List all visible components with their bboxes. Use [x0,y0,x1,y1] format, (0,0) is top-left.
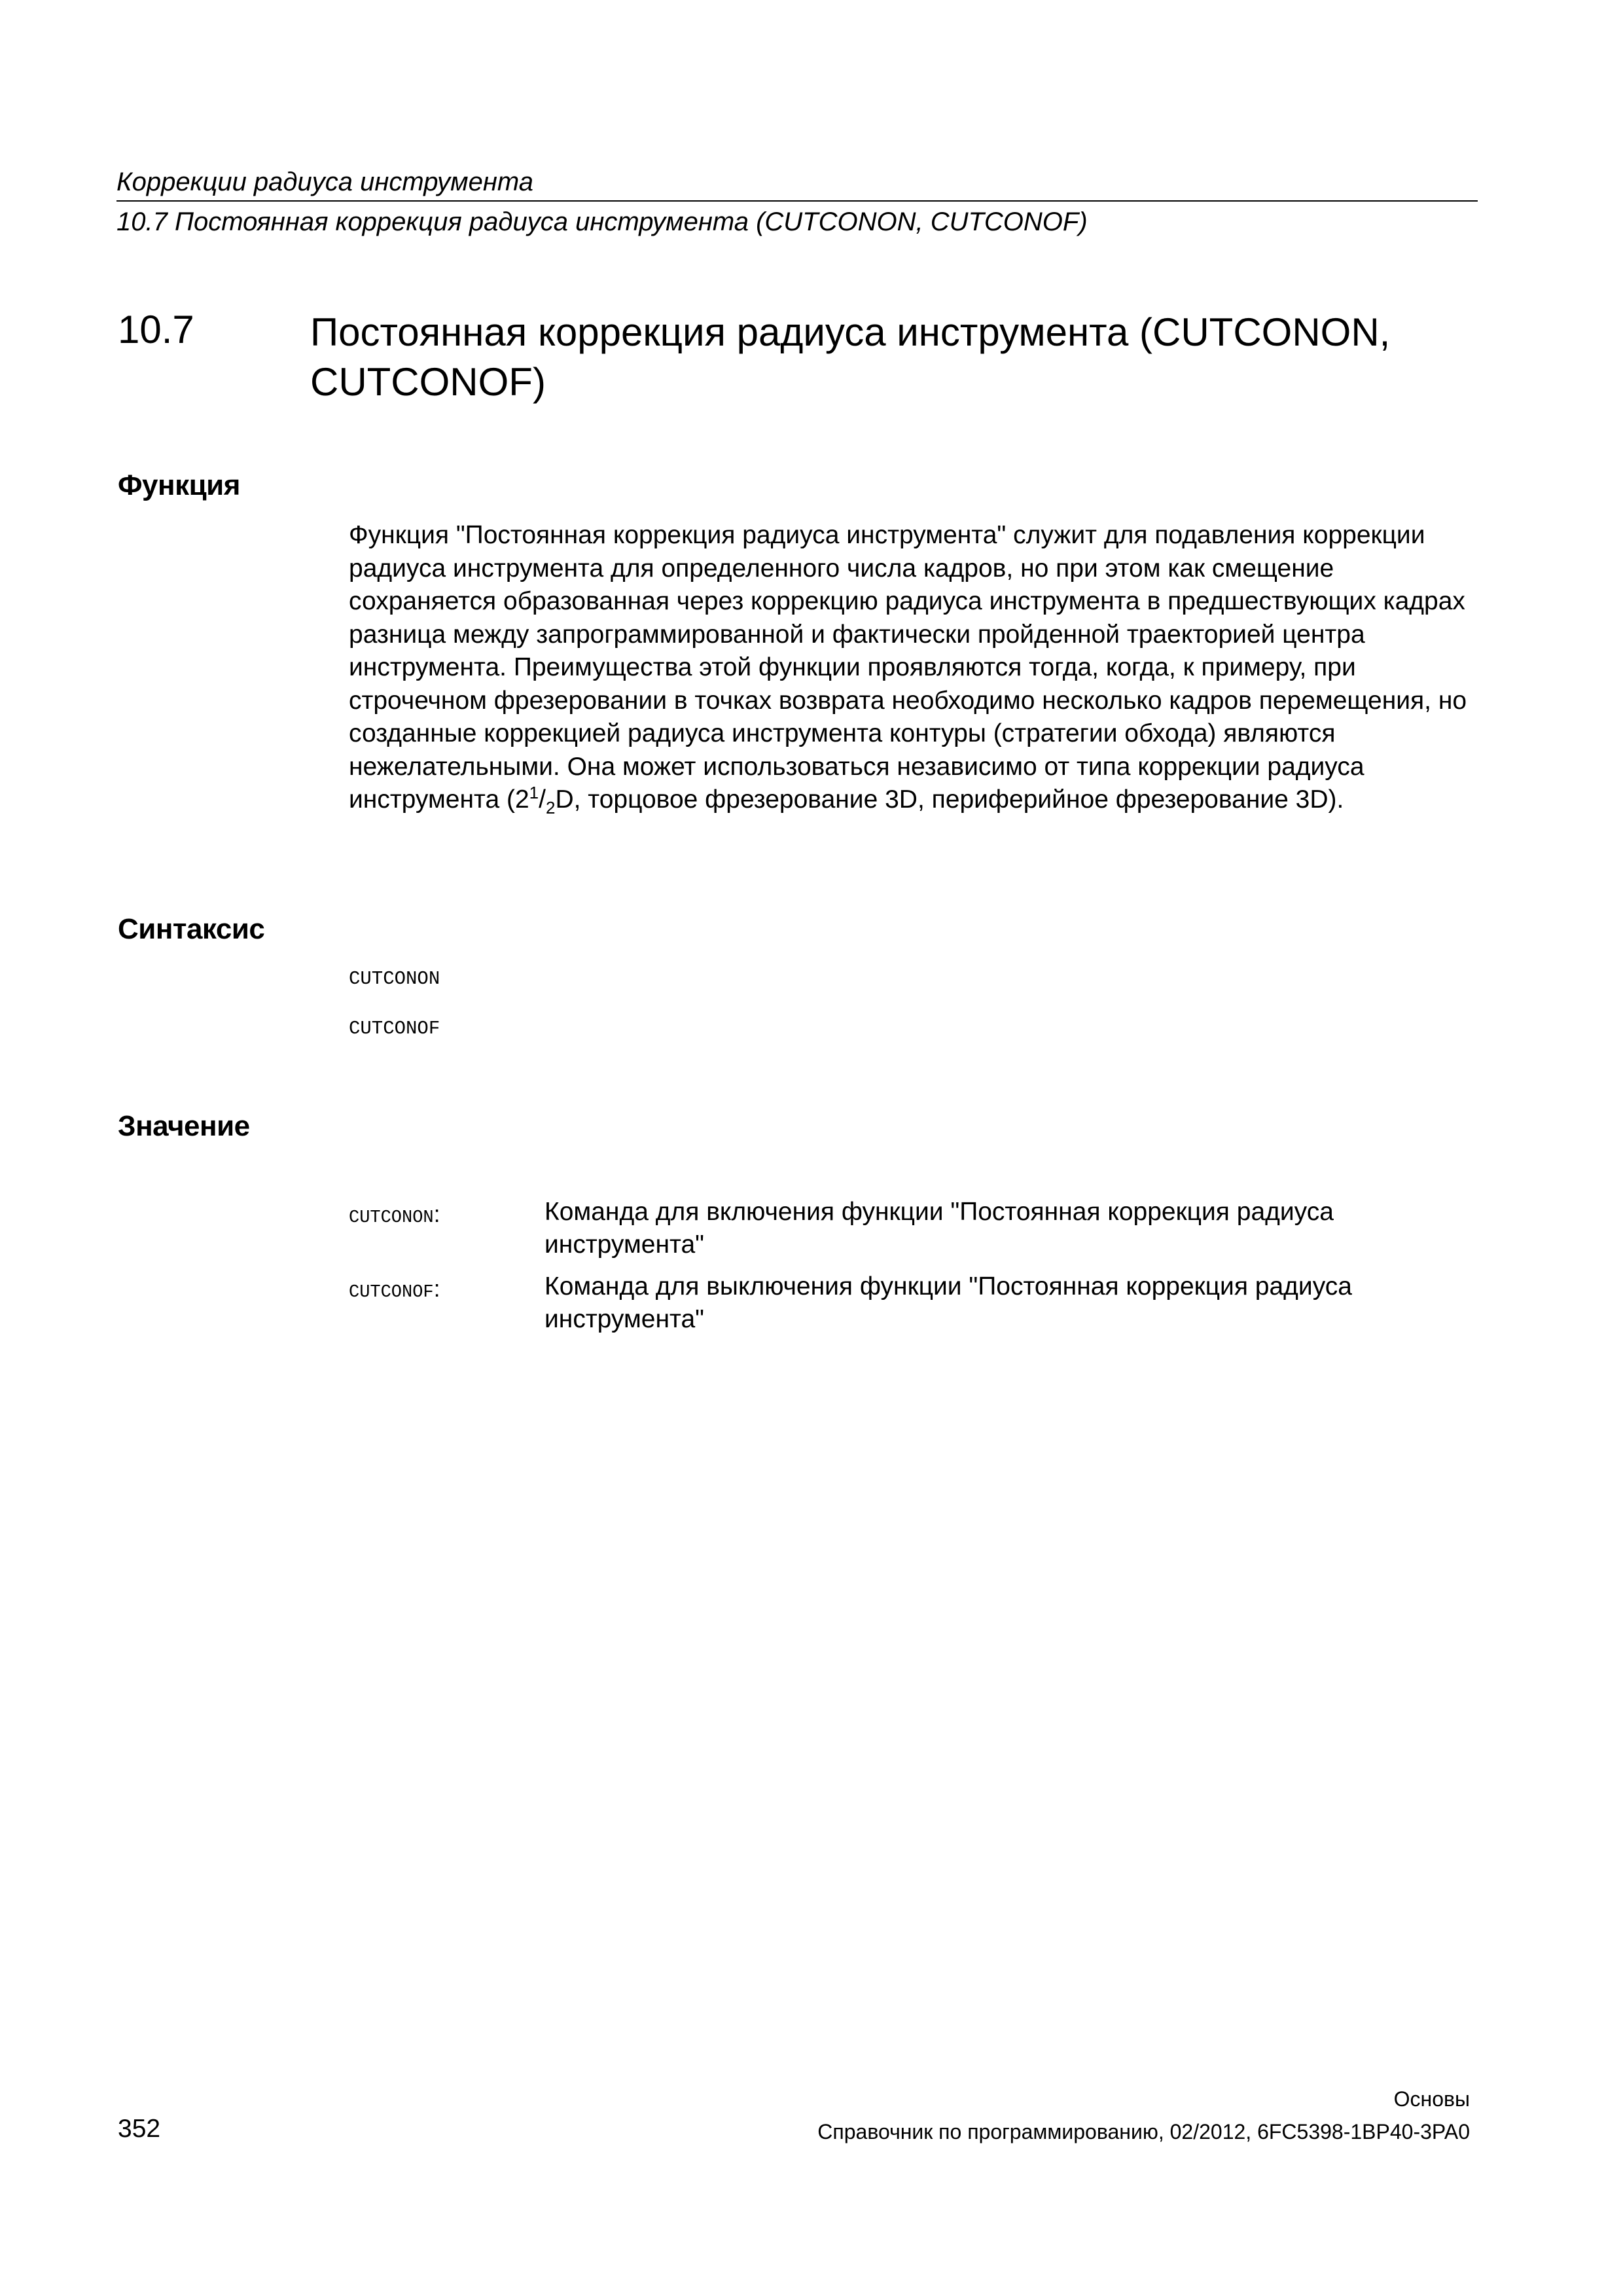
header-rule [116,200,1478,202]
meaning-term-text: CUTCONOF [349,1283,434,1302]
function-heading: Функция [118,469,240,501]
function-text-part1: Функция "Постоянная коррекция радиуса инструмента" служит для подавления коррекции радиуса инструмента для определенного числа кадров, но при этом как смещение сохраняется образованная через коррекцию радиуса инструмента в предшествующих кадрах разница между запрограммированной и фактически пройденной траекторией центра инструмента. Преимущества этой функции проявляются тогда, когда, к примеру, при строчечном фрезеровании в точках возврата необходимо несколько кадров перемещения, но созданные коррекцией радиуса инструмента контуры (стратегии обхода) являются нежелательными. Она может использоваться независимо от типа коррекции радиуса инструмента (2 [349,521,1467,814]
running-header-chapter: Коррекции радиуса инструмента [116,168,533,196]
syntax-line-cutconon: CUTCONON [349,968,440,990]
running-header-section: 10.7 Постоянная коррекция радиуса инструмента (CUTCONON, CUTCONOF) [116,207,1088,236]
syntax-line-cutconof: CUTCONOF [349,1018,440,1039]
footer-book-title: Основы [1393,2087,1470,2111]
syntax-heading: Синтаксис [118,913,265,945]
function-text-part2: D, торцовое фрезерование 3D, периферийное фрезерование 3D). [555,785,1344,814]
fraction-slash: / [539,785,546,814]
page-number: 352 [118,2115,161,2143]
fraction-numerator: 1 [529,783,539,802]
meaning-term-cutconon [349,1200,440,1229]
meaning-term-colon: : [433,1200,440,1227]
function-description [349,519,1488,817]
meaning-description-cutconof: Команда для выключения функции "Постоянная коррекция радиуса инструмента" [544,1272,1352,1333]
meaning-term-text: CUTCONON [349,1208,434,1228]
footer-reference: Справочник по программированию, 02/2012, 6FC5398-1BP40-3PA0 [817,2120,1470,2144]
meaning-description-cutconon: Команда для включения функции "Постоянная коррекция радиуса инструмента" [544,1198,1334,1259]
meaning-term-colon: : [433,1275,440,1302]
section-number: 10.7 [118,308,194,351]
meaning-heading: Значение [118,1110,250,1142]
fraction-denominator: 2 [545,797,556,817]
section-title: Постоянная коррекция радиуса инструмента (CUTCONON, CUTCONOF) [310,310,1391,404]
meaning-term-cutconof [349,1275,440,1304]
